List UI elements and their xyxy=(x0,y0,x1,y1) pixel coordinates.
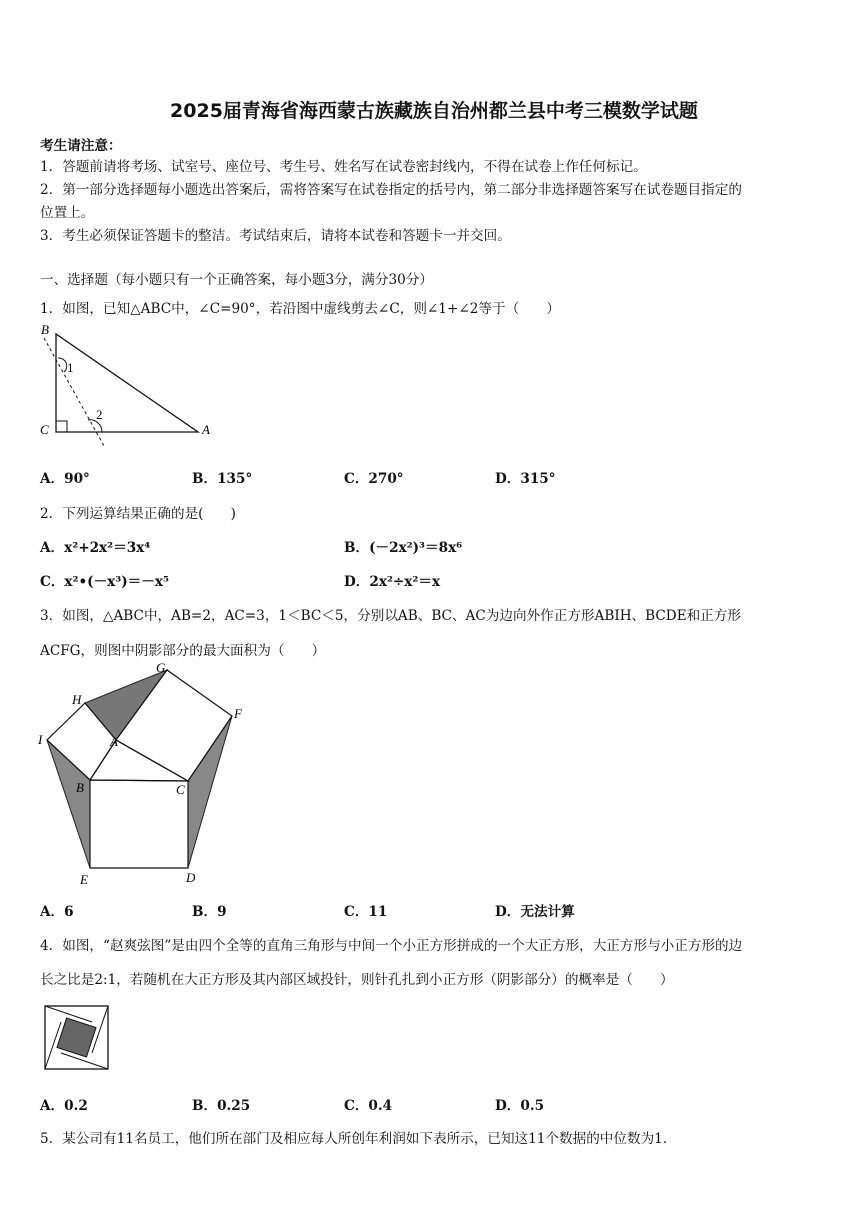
q4-option-a: A．0.2 xyxy=(40,1098,88,1114)
q1-label-A: A xyxy=(202,422,210,437)
q4-figure xyxy=(44,1005,110,1071)
q1-option-c: C．270° xyxy=(344,471,404,487)
page-title: 2025届青海省海西蒙古族藏族自治州都兰县中考三模数学试题 xyxy=(170,100,698,122)
section-heading: 一、选择题（每小题只有一个正确答案，每小题3分，满分30分） xyxy=(40,272,433,288)
q2-option-a: A．x²+2x²＝3x⁴ xyxy=(40,540,151,556)
q3-square-bcde xyxy=(90,780,188,868)
q1-label-C: C xyxy=(40,422,49,437)
q3-label-B: B xyxy=(76,780,84,795)
q3-label-D: D xyxy=(186,870,196,885)
q4-small-square xyxy=(57,1018,96,1057)
q3-label-I: I xyxy=(38,732,43,747)
q4-option-d: D．0.5 xyxy=(495,1098,545,1114)
q3-label-E: E xyxy=(80,872,88,887)
q1-triangle xyxy=(56,334,198,432)
q3-label-C: C xyxy=(176,782,185,797)
q3-label-H: H xyxy=(72,692,82,707)
q3-shade-right xyxy=(188,716,232,868)
q3-option-c: C．11 xyxy=(344,904,388,920)
q3-stem-line1: 3．如图，△ABC中，AB=2，AC=3，1＜BC＜5，分别以AB、BC、AC为边向外作正方形ABIH、BCDE和正方形 xyxy=(40,608,741,624)
q4-stem-line2: 长之比是2:1，若随机在大正方形及其内部区域投针，则针孔扎到小正方形（阴影部分）的概率是（ ） xyxy=(40,972,674,988)
q1-right-angle-mark xyxy=(56,421,67,432)
q1-stem: 1．如图，已知△ABC中，∠C=90°，若沿图中虚线剪去∠C，则∠1+∠2等于（ ） xyxy=(40,301,560,317)
q3-stem-line2: ACFG，则图中阴影部分的最大面积为（ ） xyxy=(40,643,326,659)
q4-option-b: B．0.25 xyxy=(192,1098,251,1114)
notice-item-2-cont: 位置上。 xyxy=(40,205,95,221)
q3-triangle-abc xyxy=(90,740,188,781)
q3-label-F: F xyxy=(234,706,242,721)
q5-stem: 5．某公司有11名员工，他们所在部门及相应每人所创年利润如下表所示，已知这11个数据的中位数为1． xyxy=(40,1131,677,1147)
q3-option-b: B．9 xyxy=(192,904,227,920)
q1-cut-line xyxy=(44,338,104,446)
notice-item-1: 1．答题前请将考场、试室号、座位号、考生号、姓名写在试卷密封线内，不得在试卷上作任何标记。 xyxy=(40,159,647,175)
q3-label-A: A xyxy=(110,734,118,749)
q1-label-B: B xyxy=(41,322,49,337)
notice-item-3: 3．考生必须保证答题卡的整洁。考试结束后，请将本试卷和答题卡一并交回。 xyxy=(40,228,511,244)
q2-option-c: C．x²•(－x³)＝－x⁵ xyxy=(40,574,169,590)
q1-figure xyxy=(36,322,226,450)
q2-option-d: D．2x²÷x²＝x xyxy=(344,574,441,590)
notice-item-2: 2．第一部分选择题每小题选出答案后，需将答案写在试卷指定的括号内，第二部分非选择题答案写在试卷题目指定的 xyxy=(40,182,742,198)
q3-option-a: A．6 xyxy=(40,904,74,920)
q4-option-c: C．0.4 xyxy=(344,1098,393,1114)
q3-label-G: G xyxy=(156,660,166,675)
q2-option-b: B．(－2x²)³＝8x⁶ xyxy=(344,540,463,556)
q1-option-b: B．135° xyxy=(192,471,253,487)
q2-stem: 2．下列运算结果正确的是( ) xyxy=(40,506,236,522)
q1-label-2: 2 xyxy=(96,407,103,422)
q1-option-a: A．90° xyxy=(40,471,90,487)
q4-stem-line1: 4．如图，“赵爽弦图”是由四个全等的直角三角形与中间一个小正方形拼成的一个大正方形，大正方形与小正方形的边 xyxy=(40,938,743,954)
q1-label-1: 1 xyxy=(67,360,74,375)
q3-figure xyxy=(36,660,251,890)
notice-heading: 考生请注意： xyxy=(40,138,122,154)
q1-option-d: D．315° xyxy=(495,471,556,487)
q3-shade-top xyxy=(85,670,167,740)
q3-option-d: D．无法计算 xyxy=(495,904,575,920)
